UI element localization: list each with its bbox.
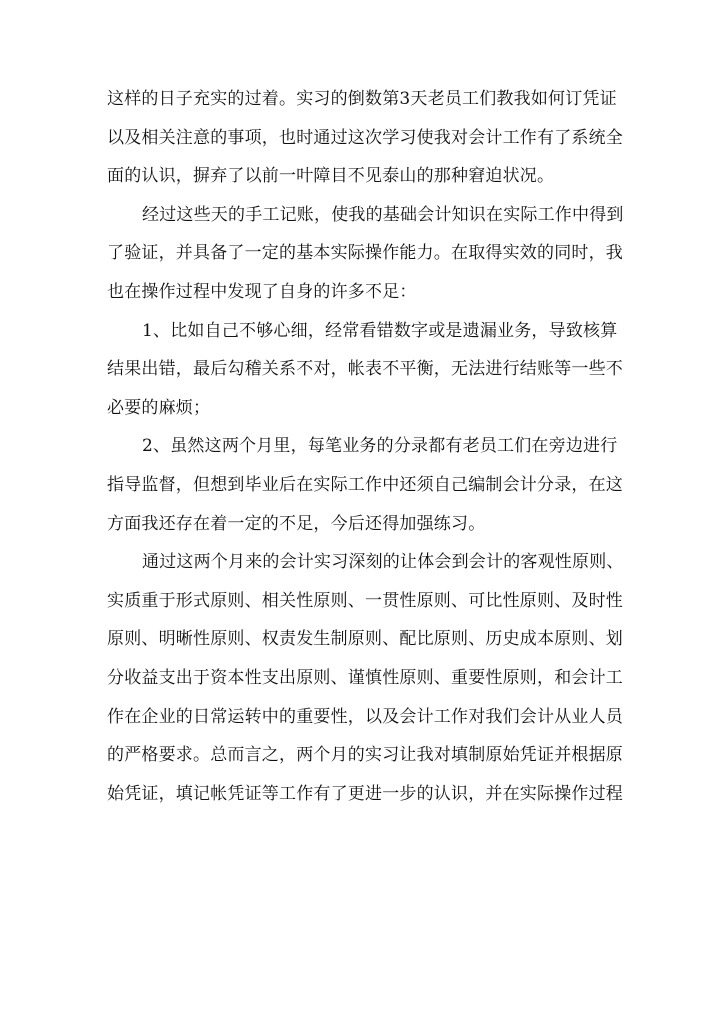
text-line: 指导监督，但想到毕业后在实际工作中还须自己编制会计分录，在这 bbox=[107, 474, 623, 495]
text-line: 也在操作过程中发现了自身的许多不足： bbox=[107, 281, 417, 302]
paragraph-start-line: 经过这些天的手工记账，使我的基础会计知识在实际工作中得到 bbox=[142, 204, 624, 225]
text-line: 作在企业的日常运转中的重要性，以及会计工作对我们会计从业人员 bbox=[107, 706, 623, 727]
paragraph-start-line: 通过这两个月来的会计实习深刻的让体会到会计的客观性原则、 bbox=[142, 552, 624, 573]
list-item-2-line: 2、虽然这两个月里，每笔业务的分录都有老员工们在旁边进行 bbox=[142, 436, 618, 457]
text-line: 原则、明晰性原则、权责发生制原则、配比原则、历史成本原则、划 bbox=[107, 629, 623, 650]
text-line: 分收益支出于资本性支出原则、谨慎性原则、重要性原则，和会计工 bbox=[107, 667, 623, 688]
text-line: 以及相关注意的事项，也时通过这次学习使我对会计工作有了系统全 bbox=[107, 127, 623, 148]
list-item-1-line: 1、比如自己不够心细，经常看错数字或是遗漏业务，导致核算 bbox=[142, 320, 618, 341]
text-line: 了验证，并具备了一定的基本实际操作能力。在取得实效的同时，我 bbox=[107, 243, 623, 264]
text-line: 结果出错，最后勾稽关系不对，帐表不平衡，无法进行结账等一些不 bbox=[107, 359, 623, 380]
text-line: 的严格要求。总而言之，两个月的实习让我对填制原始凭证并根据原 bbox=[107, 745, 623, 766]
document-body bbox=[107, 80, 624, 813]
text-line: 实质重于形式原则、相关性原则、一贯性原则、可比性原则、及时性 bbox=[107, 590, 623, 611]
text-line: 必要的麻烦； bbox=[107, 397, 211, 418]
text-line: 方面我还存在着一定的不足，今后还得加强练习。 bbox=[107, 513, 486, 534]
text-line: 始凭证，填记帐凭证等工作有了更进一步的认识，并在实际操作过程 bbox=[107, 783, 623, 804]
text-line: 这样的日子充实的过着。实习的倒数第3天老员工们教我如何订凭证 bbox=[107, 89, 617, 109]
text-line: 面的认识，摒弃了以前一叶障目不见泰山的那种窘迫状况。 bbox=[107, 166, 555, 187]
